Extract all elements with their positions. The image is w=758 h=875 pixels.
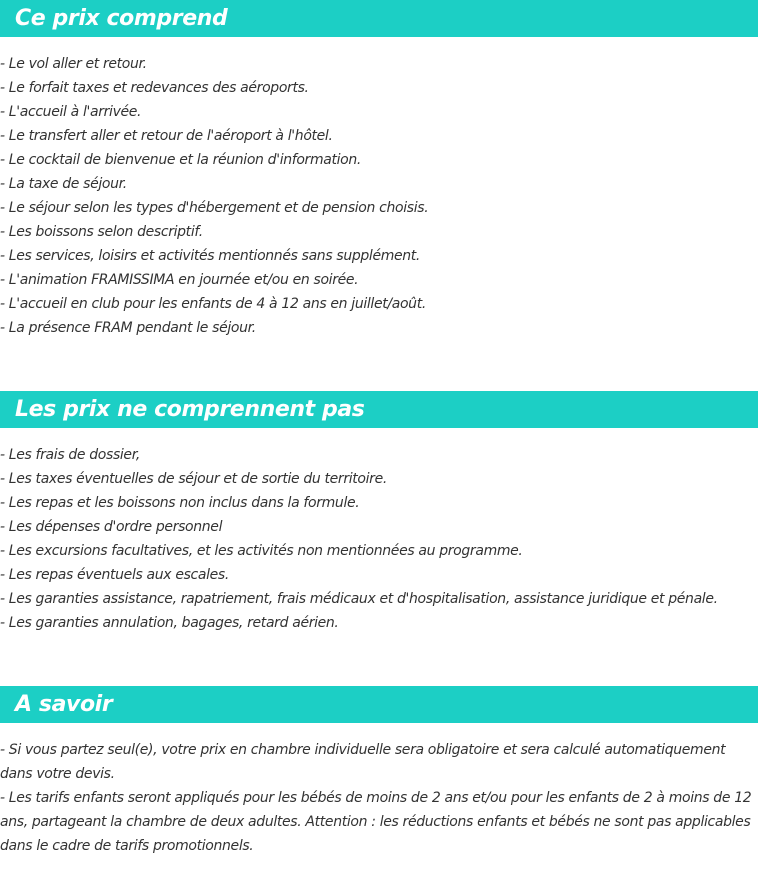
section-good-to-know	[0, 686, 758, 858]
section-title: A savoir	[15, 692, 113, 717]
list-item: - Le cocktail de bienvenue et la réunion d'information.	[0, 152, 361, 168]
list-item: - Les taxes éventuelles de séjour et de sortie du territoire.	[0, 471, 387, 487]
list-item: - Les repas et les boissons non inclus dans la formule.	[0, 495, 360, 511]
list-item: - Le séjour selon les types d'hébergement et de pension choisis.	[0, 200, 429, 216]
list-item: - Les repas éventuels aux escales.	[0, 567, 229, 583]
section-header	[0, 686, 758, 723]
list-item: - Les frais de dossier,	[0, 447, 140, 463]
list-item: - Le vol aller et retour.	[0, 56, 147, 72]
section-header	[0, 0, 758, 37]
list-item: - L'accueil en club pour les enfants de 4 à 12 ans en juillet/août.	[0, 296, 426, 312]
section-paragraphs	[0, 738, 758, 858]
list-item: - Le transfert aller et retour de l'aéroport à l'hôtel.	[0, 128, 333, 144]
list-item: - Le forfait taxes et redevances des aéroports.	[0, 80, 309, 96]
list-item: - L'animation FRAMISSIMA en journée et/ou en soirée.	[0, 272, 359, 288]
list-item: - La présence FRAM pendant le séjour.	[0, 320, 256, 336]
list-item: - Les garanties annulation, bagages, retard aérien.	[0, 615, 339, 631]
section-title: Les prix ne comprennent pas	[15, 397, 365, 422]
note-paragraph: - Si vous partez seul(e), votre prix en chambre individuelle sera obligatoire et sera calculé automatiquement dans votre devis.	[0, 742, 726, 782]
list-item: - Les services, loisirs et activités mentionnés sans supplément.	[0, 248, 421, 264]
list-item: - La taxe de séjour.	[0, 176, 127, 192]
section-header	[0, 391, 758, 428]
list-item: - L'accueil à l'arrivée.	[0, 104, 142, 120]
list-item: - Les dépenses d'ordre personnel	[0, 519, 223, 535]
section-title: Ce prix comprend	[15, 6, 228, 31]
section-price-excludes	[0, 391, 758, 635]
section-list	[0, 52, 758, 340]
list-item: - Les garanties assistance, rapatriement, frais médicaux et d'hospitalisation, assistance juridique et pénale.	[0, 591, 718, 607]
section-list	[0, 443, 758, 635]
note-paragraph: - Les tarifs enfants seront appliqués pour les bébés de moins de 2 ans et/ou pour les enfants de 2 à moins de 12 ans, partageant la chambre de deux adultes. Attention : les réductions enfants et bébés ne sont pas applicables dans le cadre de tarifs promotionnels.	[0, 790, 752, 854]
section-price-includes	[0, 0, 758, 340]
list-item: - Les boissons selon descriptif.	[0, 224, 203, 240]
list-item: - Les excursions facultatives, et les activités non mentionnées au programme.	[0, 543, 523, 559]
